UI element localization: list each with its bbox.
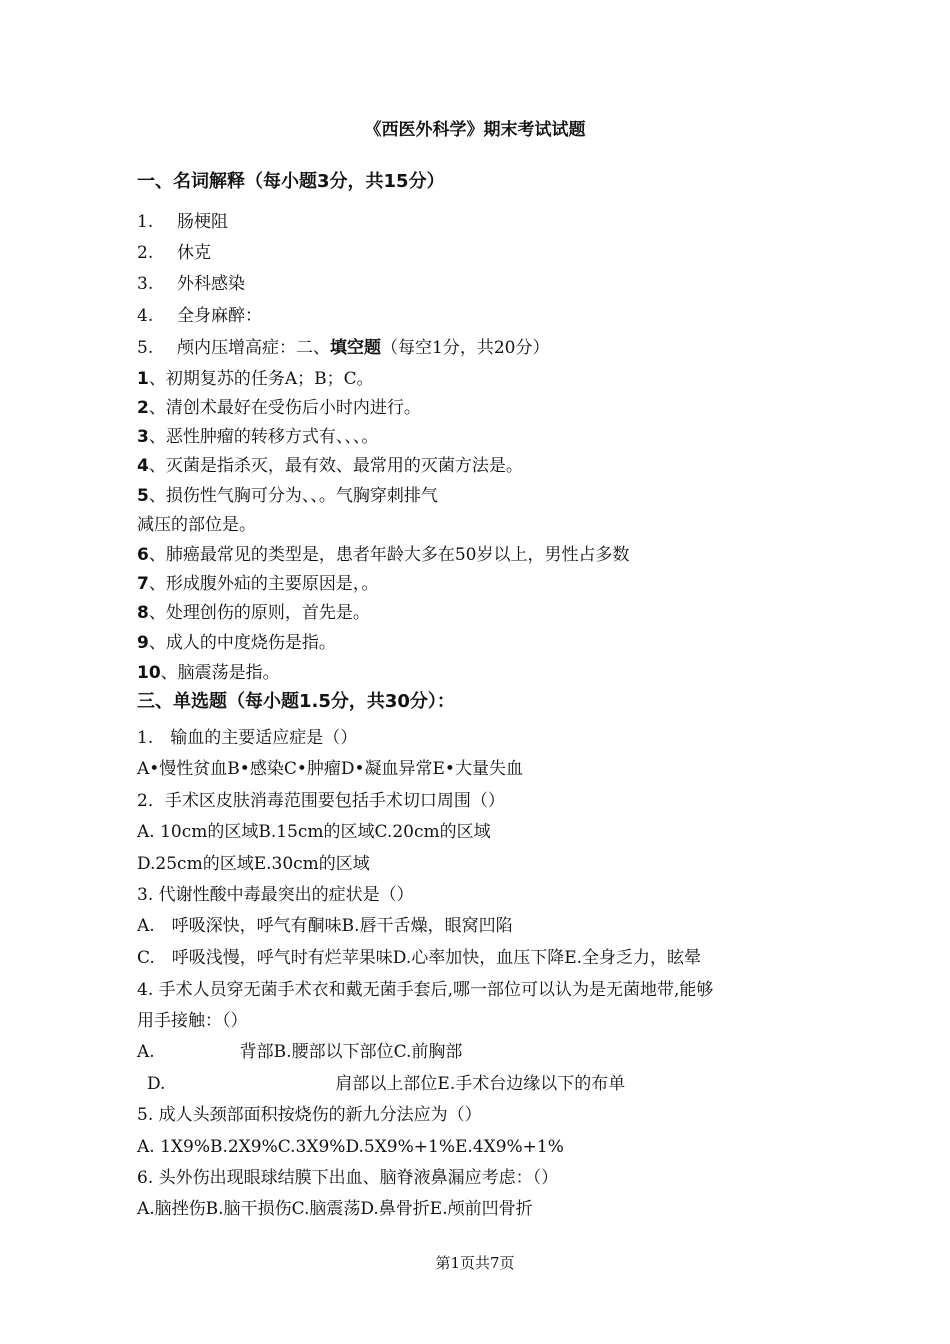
item-text: 全身麻醉： <box>177 306 262 326</box>
item-number: 10 <box>137 663 161 683</box>
item-text: 颅内压增高症：二、 <box>177 338 330 358</box>
section3-heading: 三、单选题（每小题1.5分，共30分）： <box>137 691 455 712</box>
page-title: 《西医外科学》期末考试试题 <box>364 120 586 140</box>
question-line: 1. 输血的主要适应症是（） <box>137 728 358 748</box>
item-text: 、恶性肿瘤的转移方式有、、、。 <box>148 427 379 447</box>
item-text: 、损伤性气胸可分为、、。气胸穿刺排气 <box>148 486 438 506</box>
item-number: 1 <box>137 369 149 389</box>
question-line: A. 10cm的区域B.15cm的区域C.20cm的区域 <box>137 822 491 842</box>
item-number: 4. <box>137 306 154 326</box>
item-number: 5. <box>137 338 154 358</box>
question-line: D. 肩部以上部位E.手术台边缘以下的布单 <box>147 1074 626 1094</box>
item-text: 、初期复苏的任务A；B；C。 <box>148 369 374 389</box>
item-text: 、脑震荡是指。 <box>160 663 280 683</box>
section2-item <box>137 426 378 448</box>
question-line: 6. 头外伤出现眼球结膜下出血、脑脊液鼻漏应考虑：（） <box>137 1168 559 1188</box>
question-line: 2．手术区皮肤消毒范围要包括手术切口周围（） <box>137 791 505 811</box>
section2-item <box>137 544 629 566</box>
section2-item <box>137 662 280 684</box>
section2-item <box>137 573 378 595</box>
section2-item-continuation <box>137 514 256 536</box>
item-text: 、成人的中度烧伤是指。 <box>148 633 336 653</box>
question-line: 4. 手术人员穿无菌手术衣和戴无菌手套后,哪一部位可以认为是无菌地带,能够 <box>137 980 714 1000</box>
item-number: 3 <box>137 427 149 447</box>
section1-item <box>137 337 549 359</box>
item-text: 、形成腹外疝的主要原因是，。 <box>148 574 379 594</box>
page-footer: 第1页共7页 <box>435 1254 515 1272</box>
section2-item <box>137 632 336 654</box>
item-text: 、清创术最好在受伤后小时内进行。 <box>148 398 421 418</box>
question-line: 用手接触：（） <box>137 1011 248 1031</box>
section2-heading-rest: （每空1分，共20分） <box>381 338 550 358</box>
question-line: A. 1X9%B.2X9%C.3X9%D.5X9%+1%E.4X9%+1% <box>137 1137 564 1157</box>
question-line: A•慢性贫血B•感染C•肿瘤D•凝血异常E•大量失血 <box>137 759 523 779</box>
question-line: A. 呼吸深快，呼气有酮味B.唇干舌燥，眼窝凹陷 <box>137 916 513 936</box>
item-number: 3. <box>137 274 154 294</box>
item-number: 8 <box>137 603 149 623</box>
item-text: 、处理创伤的原则，首先是。 <box>148 603 370 623</box>
section1-item <box>137 305 262 327</box>
item-number: 9 <box>137 633 149 653</box>
section2-item <box>137 368 374 390</box>
item-text: 、肺癌最常见的类型是，患者年龄大多在50岁以上，男性占多数 <box>148 545 630 565</box>
item-number: 1. <box>137 212 154 232</box>
section2-item <box>137 455 523 477</box>
item-number: 5 <box>137 486 149 506</box>
item-number: 2. <box>137 243 154 263</box>
item-number: 4 <box>137 456 149 476</box>
question-line: 3. 代谢性酸中毒最突出的症状是（） <box>137 885 414 905</box>
section1-item <box>137 273 245 295</box>
item-number: 2 <box>137 398 149 418</box>
item-number: 6 <box>137 545 149 565</box>
section2-item <box>137 485 438 507</box>
question-line: A. 背部B.腰部以下部位C.前胸部 <box>137 1042 463 1062</box>
item-text: 减压的部位是。 <box>137 515 256 535</box>
section1-item <box>137 211 228 233</box>
section2-item <box>137 602 370 624</box>
section1-item <box>137 242 211 264</box>
section2-heading-bold: 填空题 <box>330 338 381 358</box>
question-line: C. 呼吸浅慢，呼气时有烂苹果味D.心率加快，血压下降E.全身乏力，眩晕 <box>137 948 702 968</box>
item-text: 外科感染 <box>177 274 245 294</box>
item-number: 7 <box>137 574 149 594</box>
question-line: A.脑挫伤B.脑干损伤C.脑震荡D.鼻骨折E.颅前凹骨折 <box>137 1199 533 1219</box>
section2-item <box>137 397 421 419</box>
question-line: D.25cm的区域E.30cm的区域 <box>137 854 370 874</box>
question-line: 5. 成人头颈部面积按烧伤的新九分法应为（） <box>137 1105 482 1125</box>
item-text: 、灭菌是指杀灭，最有效、最常用的灭菌方法是。 <box>148 456 523 476</box>
item-text: 休克 <box>177 243 211 263</box>
item-text: 肠梗阻 <box>177 212 228 232</box>
section1-heading: 一、名词解释（每小题3分，共15分） <box>137 171 445 192</box>
